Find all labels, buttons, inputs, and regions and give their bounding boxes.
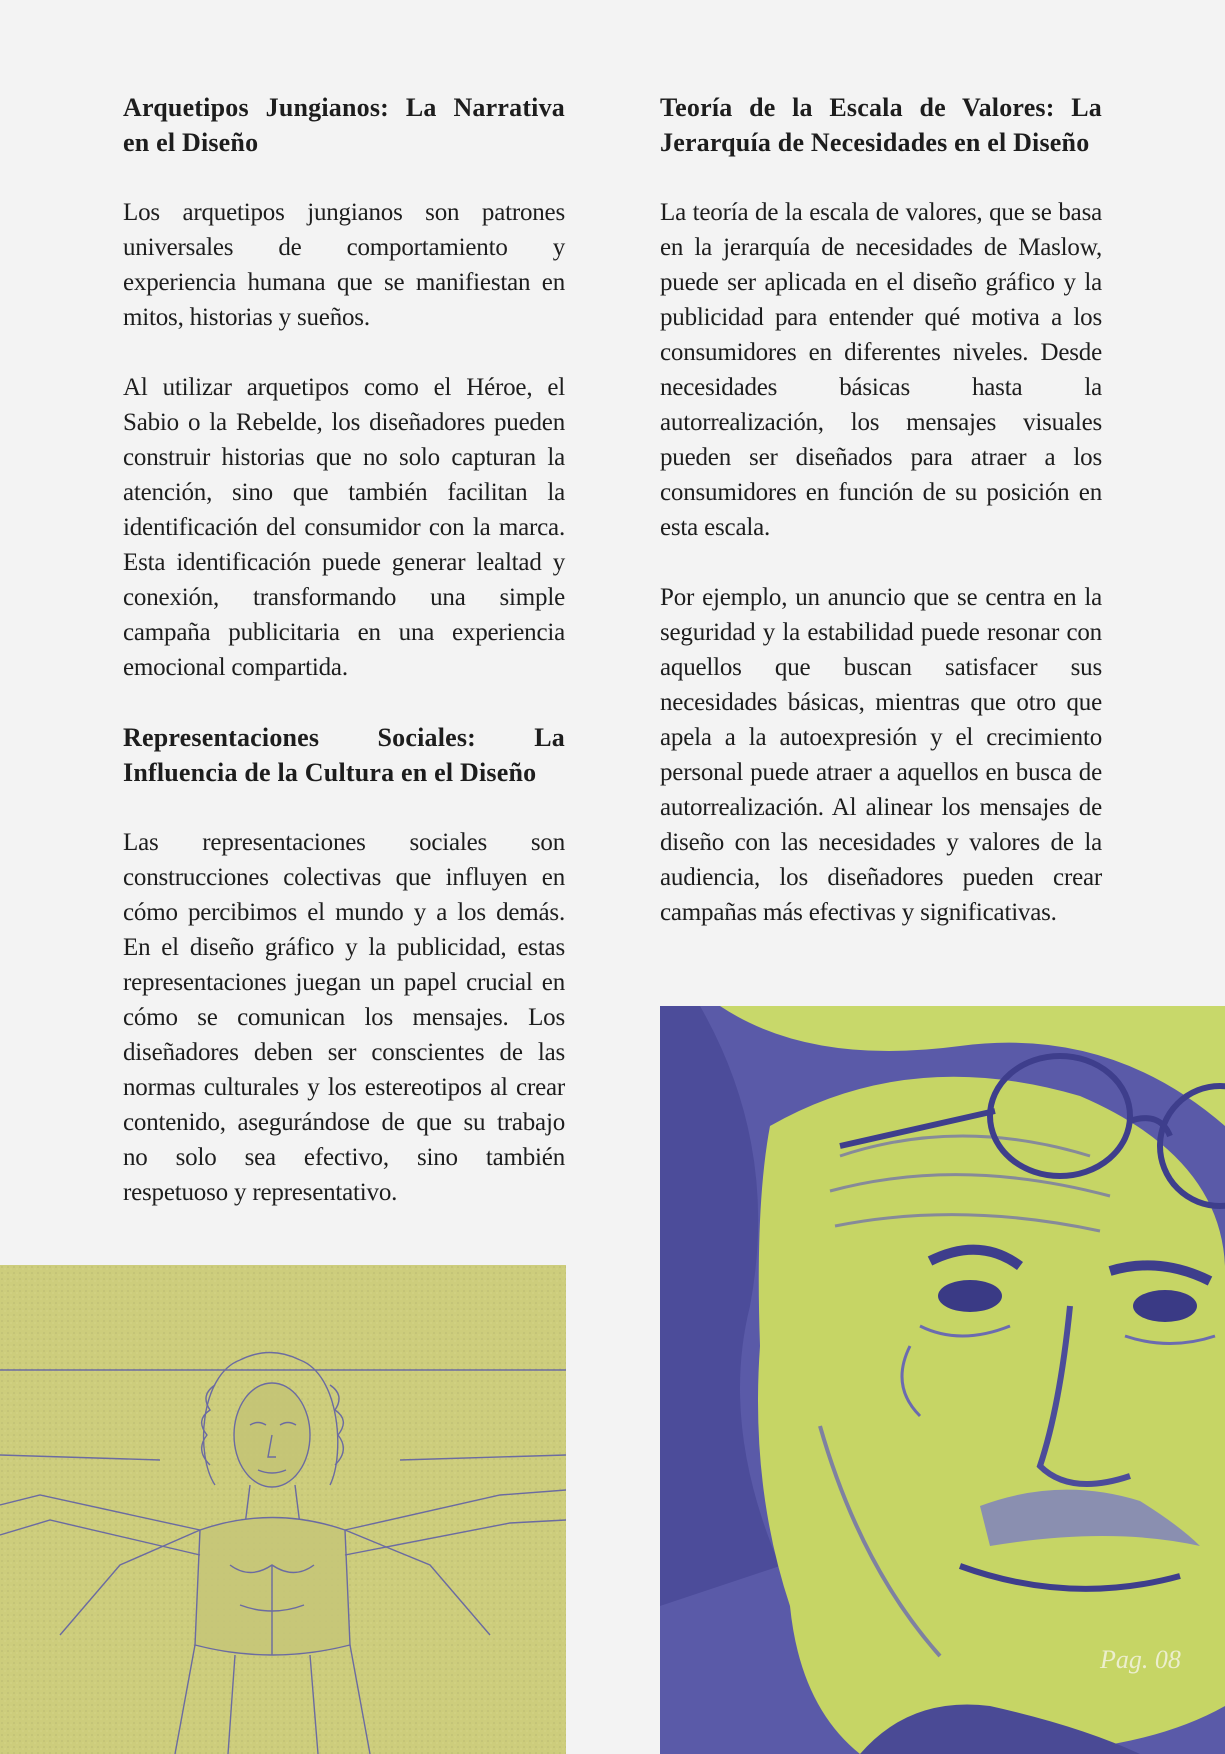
heading-representaciones: Representaciones Sociales: La Influencia de la Cultura en el Diseño: [123, 723, 565, 787]
paragraph-representaciones: Las representaciones sociales son construcciones colectivas que influyen en cómo percibimos el mundo y a los demás. En el diseño gráfico y la publicidad, estas representaciones juegan un papel crucial en cómo se comunican los mensajes. Los diseñadores deben ser conscientes de las normas culturales y los estereotipos al crear contenido, asegurándose de que su trabajo no solo sea efectivo, sino también respetuoso y representativo.: [123, 829, 565, 1206]
portrait-image: [660, 1006, 1225, 1754]
heading-arquetipos: Arquetipos Jungianos: La Narrativa en el Diseño: [123, 93, 565, 157]
paragraph-escala-1: La teoría de la escala de valores, que se basa en la jerarquía de necesidades de Maslow, puede ser aplicada en el diseño gráfico y la publicidad para entender qué motiva a los consumidores en diferentes niveles. Desde necesidades básicas hasta la autorrealización, los mensajes visuales pueden ser diseñados para atraer a los consumidores en función de su posición en esta escala.: [660, 199, 1102, 541]
vitruvian-man-image: [0, 1265, 566, 1754]
paragraph-arquetipos-2: Al utilizar arquetipos como el Héroe, el Sabio o la Rebelde, los diseñadores pueden construir historias que no solo capturan la atención, sino que también facilitan la identificación del consumidor con la marca. Esta identificación puede generar lealtad y conexión, transformando una simple campaña publicitaria en una experiencia emocional compartida.: [123, 374, 565, 681]
paragraph-escala-2: Por ejemplo, un anuncio que se centra en la seguridad y la estabilidad puede resonar con aquellos que buscan satisfacer sus necesidades básicas, mientras que otro que apela a la autoexpresión y el crecimiento personal puede atraer a aquellos en busca de autorrealización. Al alinear los mensajes de diseño con las necesidades y valores de la audiencia, los diseñadores pueden crear campañas más efectivas y significativas.: [660, 584, 1102, 926]
heading-escala-valores: Teoría de la Escala de Valores: La Jerarquía de Necesidades en el Diseño: [660, 93, 1102, 157]
right-column: [660, 90, 1102, 930]
paragraph-arquetipos-1: Los arquetipos jungianos son patrones universales de comportamiento y experiencia humana que se manifiestan en mitos, historias y sueños.: [123, 199, 565, 331]
left-column: [123, 90, 565, 1210]
page-number: Pag. 08: [1100, 1645, 1181, 1674]
